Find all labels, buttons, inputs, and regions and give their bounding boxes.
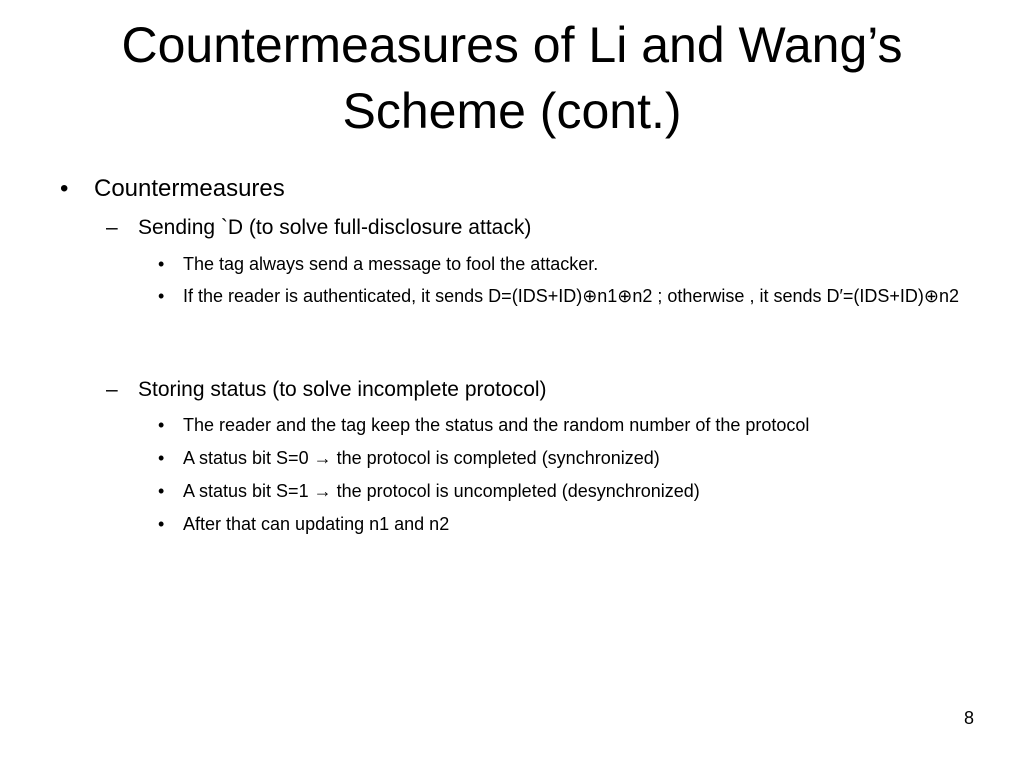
dash-marker: – <box>106 216 118 239</box>
list-item-text: A status bit S=1 → the protocol is uncompleted (desynchronized) <box>183 481 700 501</box>
list-item-text: After that can updating n1 and n2 <box>183 514 450 534</box>
slide-title-line-2: Scheme (cont.) <box>342 83 682 139</box>
list-item-text: The reader and the tag keep the status and the random number of the protocol <box>183 415 810 435</box>
slide-title <box>40 12 984 144</box>
bullet-marker: • <box>158 415 165 435</box>
bullet-marker: • <box>60 175 69 202</box>
list-item-text: The tag always send a message to fool the attacker. <box>183 254 599 274</box>
page-number: 8 <box>963 708 974 728</box>
bullet-marker: • <box>158 254 165 274</box>
bullet-text: Countermeasures <box>94 175 285 202</box>
dash-marker: – <box>106 378 118 401</box>
bullet-marker: • <box>158 514 165 534</box>
bullet-marker: • <box>158 481 165 501</box>
bullet-marker: • <box>158 286 165 306</box>
subbullet-text: Sending `D (to solve full-disclosure attack) <box>138 216 532 239</box>
slide-title-line-1: Countermeasures of Li and Wang’s <box>121 17 903 73</box>
list-item-text: A status bit S=0 → the protocol is completed (synchronized) <box>183 448 660 468</box>
subbullet-text: Storing status (to solve incomplete protocol) <box>138 378 547 401</box>
list-item-text: If the reader is authenticated, it sends D=(IDS+ID)⊕n1⊕n2 ; otherwise , it sends D′=(IDS+ID)⊕n2 <box>183 286 959 306</box>
bullet-marker: • <box>158 448 165 468</box>
